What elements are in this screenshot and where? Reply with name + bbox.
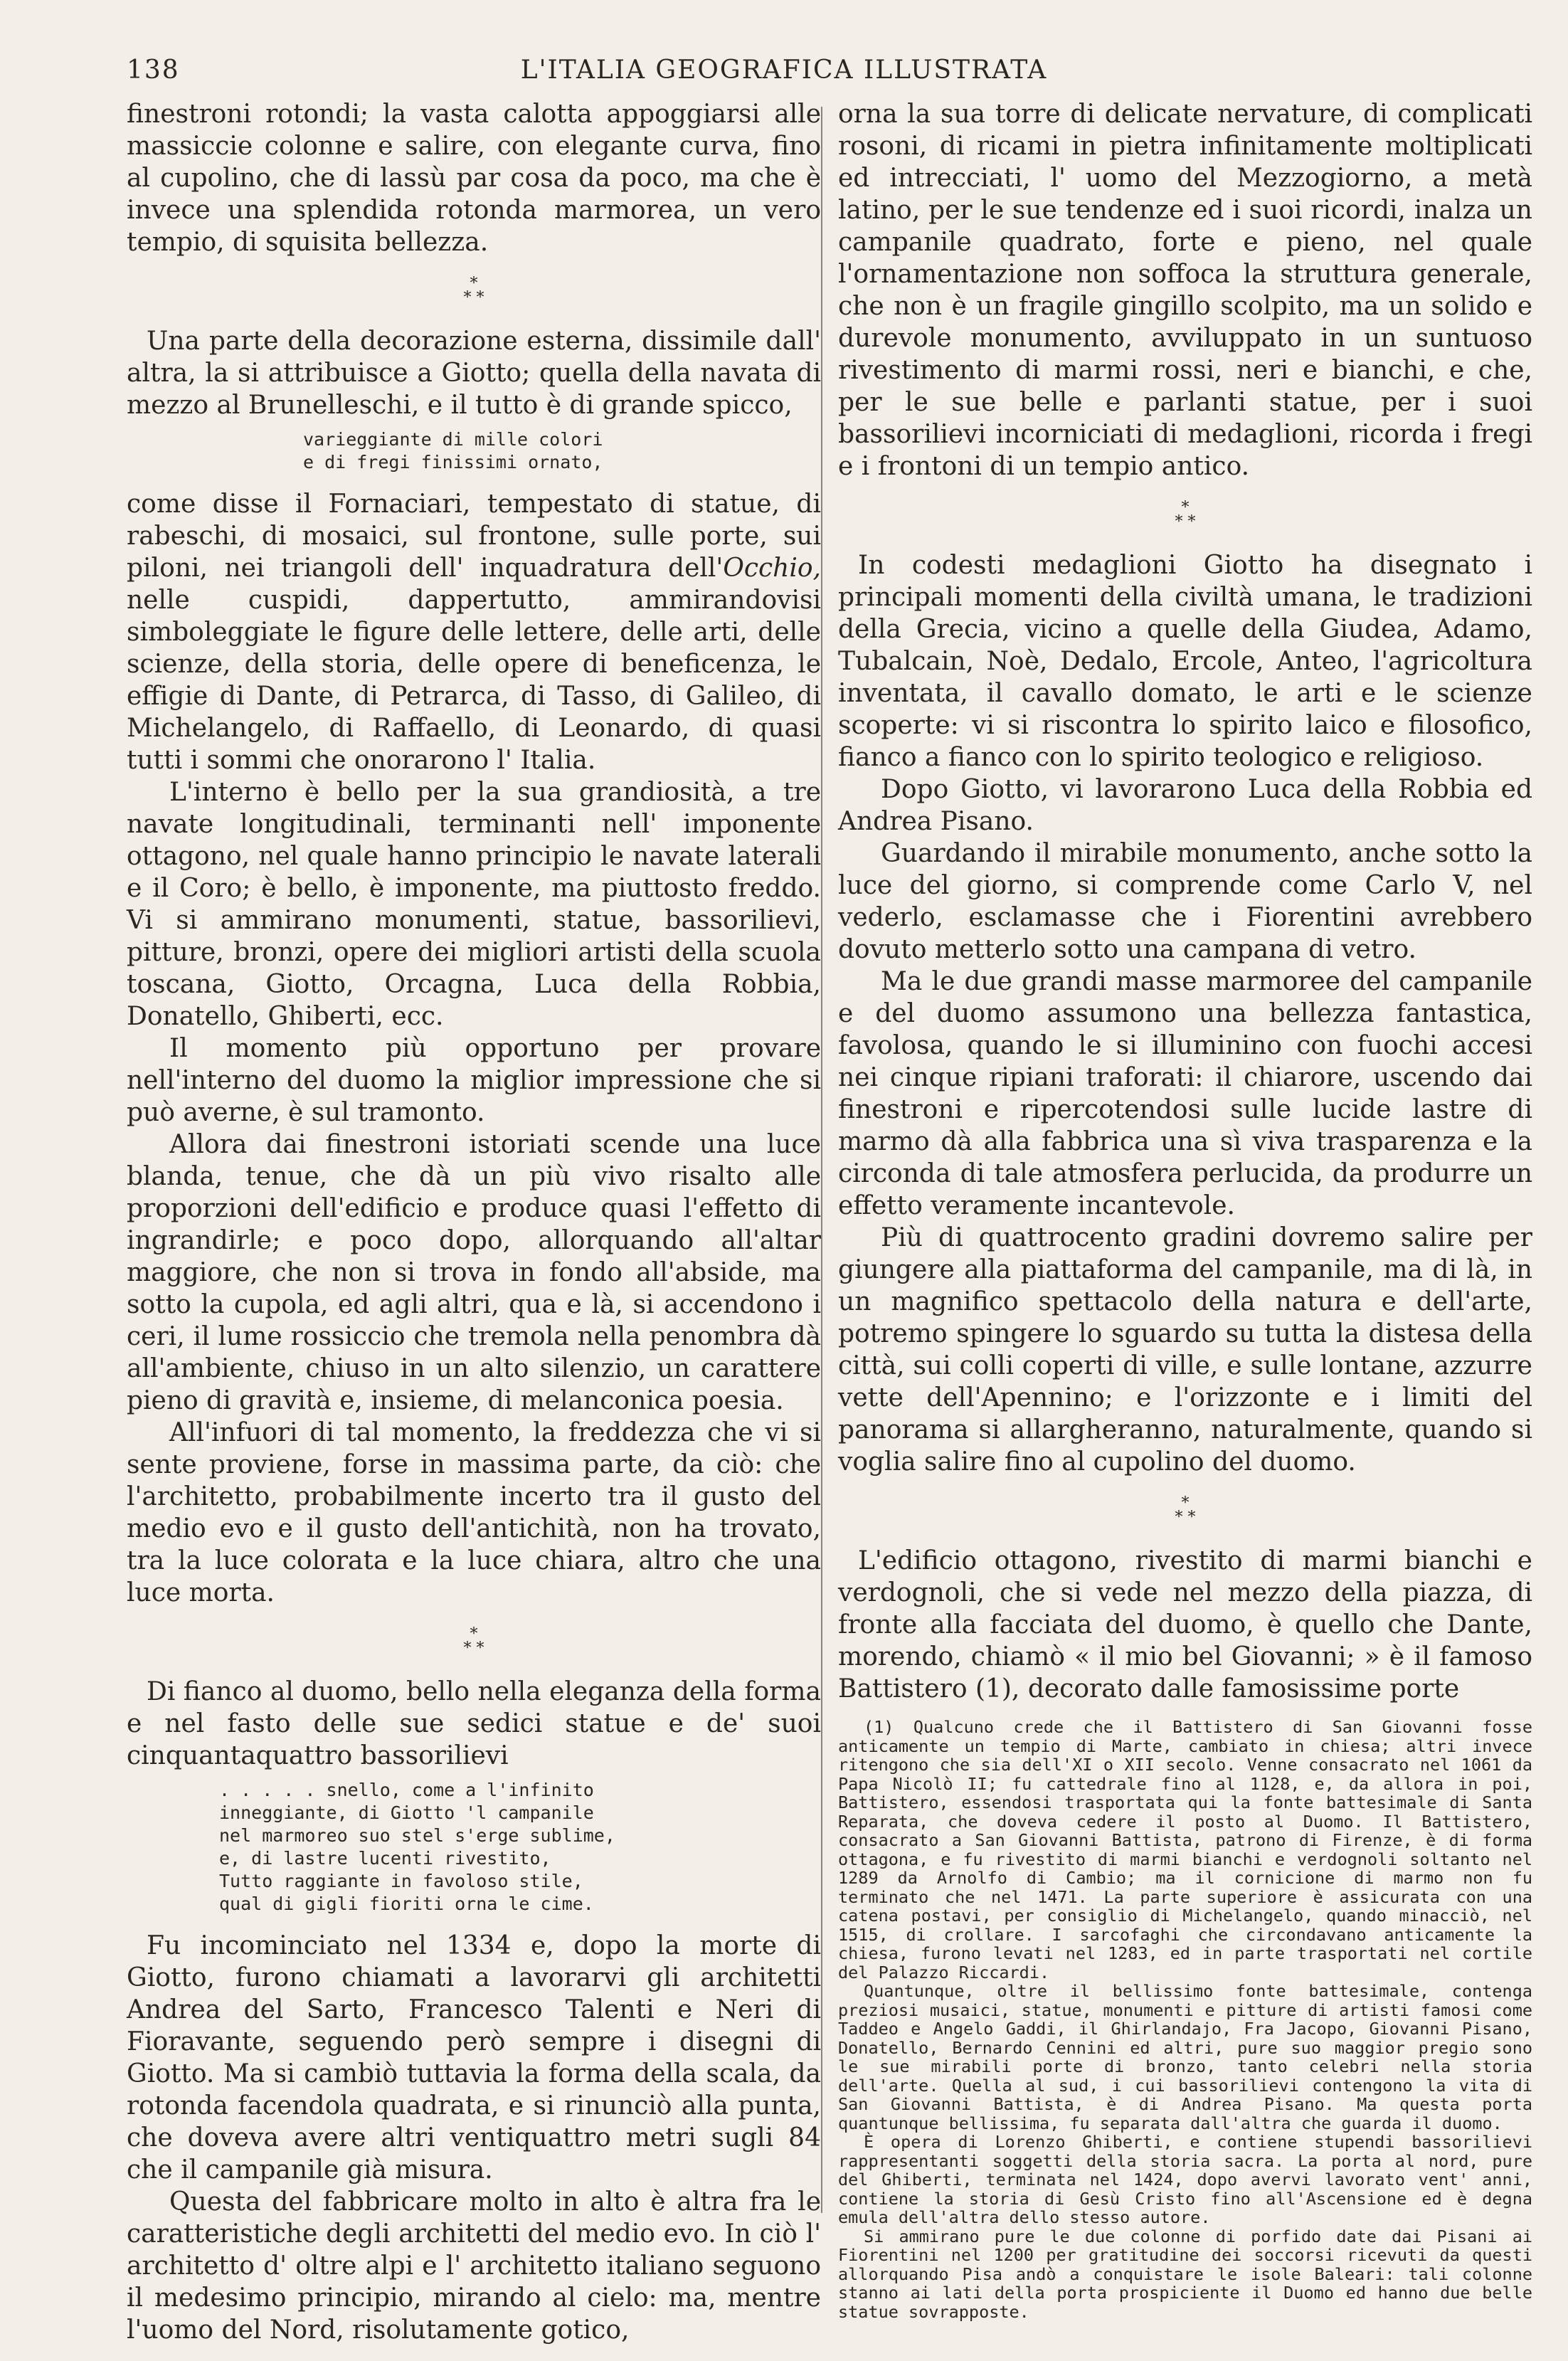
paragraph: L'edificio ottagono, rivestito di marmi bianchi e verdognoli, che si vede nel mezzo della piazza, di fronte alla facciata del duomo, è quello che Dante, morendo, chiamò « il mio bel Giovanni; » è il famoso Battistero (1), decorato dalle famosissime porte bbox=[838, 1546, 1532, 1704]
paragraph: In codesti medaglioni Giotto ha disegnato i principali momenti della civiltà umana, le tradizioni della Grecia, vicino a quelle della Giudea, Adamo, Tubalcain, Noè, Dedalo, Ercole, Anteo, l'agricoltura inventata, il cavallo domato, le arti e le scienze scoperte: vi si riscontra lo spirito laico e filosofico, fianco a fianco con lo spirito teologico e religioso. bbox=[838, 551, 1532, 772]
verse-quote: . . . . . snello, come a l'infinito inneggiante, di Giotto 'l campanile nel marmoreo suo stel s'erge sublime, e, di lastre lucenti rivestito, Tutto raggiante in favoloso stile, qual di gigli fioriti orna le cime. bbox=[219, 1780, 615, 1914]
paragraph: Allora dai finestroni istoriati scende una luce blanda, tenue, che dà un più vivo risalto alle proporzioni dell'edificio e produce quasi l'effetto di ingrandirle; e poco dopo, allorquando all'altar maggiore, che non si trova in fondo all'abside, ma sotto la cupola, ed agli altri, qua e là, si accendono i ceri, il lume rossiccio che tremola nella penombra dà all'ambiente, chiuso in un alto silenzio, un carattere pieno di gravità e, insieme, di melanconica poesia. bbox=[127, 1130, 821, 1415]
paragraph: All'infuori di tal momento, la freddezza che vi si sente proviene, forse in massima parte, da ciò: che l'architetto, probabilmente incerto tra il gusto del medio evo e il gusto dell'antichità, non ha trovato, tra la luce colorata e la luce chiara, altro che una luce morta. bbox=[127, 1418, 821, 1607]
page-number: 138 bbox=[127, 56, 180, 85]
paragraph: Guardando il mirabile monumento, anche sotto la luce del giorno, si comprende come Carlo V, nel vederlo, esclamasse che i Fiorentini avrebbero dovuto metterlo sotto una campana di vetro. bbox=[838, 839, 1532, 964]
footnote: Si ammirano pure le due colonne di porfido date dai Pisani ai Fiorentini nel 1200 per gratitudine dei soccorsi ricevuti da questi allorquando Pisa andò a conquistare le isole Baleari: tali colonne stanno ai lati della porta prospiciente il Duomo ed hanno due belle statue sovrapposte. bbox=[838, 2226, 1532, 2322]
section-break-asterisks: * * * bbox=[463, 1625, 484, 1657]
section-break-asterisks: * * * bbox=[1175, 1494, 1196, 1526]
section-break-asterisks: * * * bbox=[463, 275, 484, 307]
paragraph: Ma le due grandi masse marmoree del campanile e del duomo assumono una bellezza fantastica, favolosa, quando le si illuminino con fuochi accesi nei cinque ripiani traforati: il chiarore, uscendo dai finestroni e ripercotendosi sulle lucide lastre di marmo dà alla fabbrica una sì viva trasparenza e la circonda di tale atmosfera perlucida, da produrre un effetto veramente incantevole. bbox=[838, 967, 1532, 1220]
footnote: Quantunque, oltre il bellissimo fonte battesimale, contenga preziosi musaici, statue, monumenti e pitture di artisti famosi come Taddeo e Angelo Gaddi, il Ghirlandajo, Fra Jacopo, Giovanni Pisano, Donatello, Bernardo Cennini ed altri, pure suo maggior pregio sono le sue mirabili porte di bronzo, tanto celebri nella storia dell'arte. Quella al sud, i cui bassorilievi contengono la vita di San Giovanni Battista, è di Andrea Pisano. Ma questa porta quantunque bellissima, fu separata dall'altra che guarda il duomo. bbox=[838, 1981, 1532, 2133]
paragraph: Di fianco al duomo, bello nella eleganza della forma e nel fasto delle sue sedici statue e de' suoi cinquantaquattro bassorilievi bbox=[127, 1677, 821, 1770]
footnote: È opera di Lorenzo Ghiberti, e contiene stupendi bassorilievi rappresentanti soggetti della storia sacra. La porta al nord, pure del Ghiberti, terminata nel 1424, dopo avervi lavorato vent' anni, contiene la storia di Gesù Cristo fino all'Ascensione ed è degna emula dell'altra dello stesso autore. bbox=[838, 2132, 1532, 2227]
paragraph: Dopo Giotto, vi lavorarono Luca della Robbia ed Andrea Pisano. bbox=[838, 775, 1532, 836]
paragraph: Il momento più opportuno per provare nell'interno del duomo la miglior impressione che si può averne, è sul tramonto. bbox=[127, 1034, 821, 1127]
italic-word: Occhio, bbox=[723, 554, 821, 583]
left-column bbox=[127, 98, 821, 2345]
paragraph: finestroni rotondi; la vasta calotta appoggiarsi alle massiccie colonne e salire, con elegante curva, fino al cupolino, che di lassù par cosa da poco, ma che è invece una splendida rotonda marmorea, un vero tempio, di squisita bellezza. bbox=[127, 100, 821, 257]
paragraph: Questa del fabbricare molto in alto è altra fra le caratteristiche degli architetti del medio evo. In ciò l' architetto d' oltre alpi e l' architetto italiano seguono il medesimo principio, mirando al cielo: ma, mentre l'uomo del Nord, risolutamente gotico, bbox=[127, 2187, 821, 2345]
paragraph: orna la sua torre di delicate nervature, di complicati rosoni, di ricami in pietra infinitamente moltiplicati ed intrecciati, l' uomo del Mezzogiorno, a metà latino, per le sue tendenze ed i suoi ricordi, inalza un campanile quadrato, forte e pieno, nel quale l'ornamentazione non soffoca la struttura generale, che non è un fragile gingillo scolpito, ma un solido e durevole monumento, avviluppato in un suntuoso rivestimento di marmi rossi, neri e bianchi, e che, per le sue belle e parlanti statue, per i suoi bassorilievi incorniciati di medaglioni, ricorda i fregi e i frontoni di un tempio antico. bbox=[838, 100, 1532, 481]
verse-quote: varieggiante di mille colori e di fregi finissimi ornato, bbox=[303, 429, 603, 472]
column-divider bbox=[821, 107, 822, 2213]
paragraph-text: come disse il Fornaciari, tempestato di statue, di rabeschi, di mosaici, sul frontone, sulle porte, sui piloni, nei triangoli dell' inquadratura dell' bbox=[127, 490, 821, 583]
paragraph-text: nelle cuspidi, dappertutto, ammirandovisi simboleggiate le figure delle lettere, delle arti, delle scienze, della storia, delle opere di beneficenza, le effigie di Dante, di Petrarca, di Tasso, di Galileo, di Michelangelo, di Raffaello, di Leonardo, di quasi tutti i sommi che onorarono l' Italia. bbox=[127, 586, 821, 775]
paragraph: Fu incominciato nel 1334 e, dopo la morte di Giotto, furono chiamati a lavorarvi gli architetti Andrea del Sarto, Francesco Talenti e Neri di Fioravante, seguendo però sempre i disegni di Giotto. Ma si cambiò tuttavia la forma della scala, da rotonda facendola quadrata, e si rinunciò alla punta, che doveva avere altri ventiquattro metri sugli 84 che il campanile già misura. bbox=[127, 1931, 821, 2185]
section-break-asterisks: * * * bbox=[1175, 499, 1196, 531]
paragraph: Una parte della decorazione esterna, dissimile dall' altra, la si attribuisce a Giotto; quella della navata di mezzo al Brunelleschi, e il tutto è di grande spicco, bbox=[127, 327, 821, 420]
running-title: L'ITALIA GEOGRAFICA ILLUSTRATA bbox=[520, 56, 1048, 85]
paragraph: L'interno è bello per la sua grandiosità, a tre navate longitudinali, terminanti nell' imponente ottagono, nel quale hanno principio le navate laterali e il Coro; è bello, è imponente, ma piuttosto freddo. Vi si ammirano monumenti, statue, bassorilievi, pitture, bronzi, opere dei migliori artisti della scuola toscana, Giotto, Orcagna, Luca della Robbia, Donatello, Ghiberti, ecc. bbox=[127, 778, 821, 1031]
paragraph bbox=[127, 488, 821, 776]
footnote: (1) Qualcuno crede che il Battistero di San Giovanni fosse anticamente un tempio di Marte, cambiato in chiesa; altri invece ritengono che sia dell'XI o XII secolo. Venne consacrato nel 1061 da Papa Nicolò II; fu cattedrale fino al 1128, e, da allora in poi, Battistero, essendosi trasportata qui la fonte battesimale di Santa Reparata, che doveva cedere il posto al Duomo. Il Battistero, consacrato a San Giovanni Battista, patrono di Firenze, è di forma ottagona, e fu rivestito di marmi bianchi e verdognoli soltanto nel 1289 da Arnolfo di Cambio; ma il cornicione di marmo non fu terminato che nel 1471. La parte superiore è assicurata con una catena postavi, per consiglio di Michelangelo, quando minacciò, nel 1515, di crollare. I sarcofaghi che circondavano anticamente la chiesa, furono levati nel 1283, ed in parte trasportati nel cortile del Palazzo Riccardi. bbox=[838, 1717, 1532, 1982]
page-header bbox=[0, 56, 1568, 98]
paragraph: Più di quattrocento gradini dovremo salire per giungere alla piattaforma del campanile, ma di là, in un magnifico spettacolo della natura e dell'arte, potremo spingere lo sguardo su tutta la distesa della città, sui colli coperti di ville, e sulle lontane, azzurre vette dell'Apennino; e l'orizzonte e i limiti del panorama si allargheranno, naturalmente, quando si voglia salire fino al cupolino del duomo. bbox=[838, 1223, 1532, 1477]
right-column bbox=[838, 98, 1532, 2322]
